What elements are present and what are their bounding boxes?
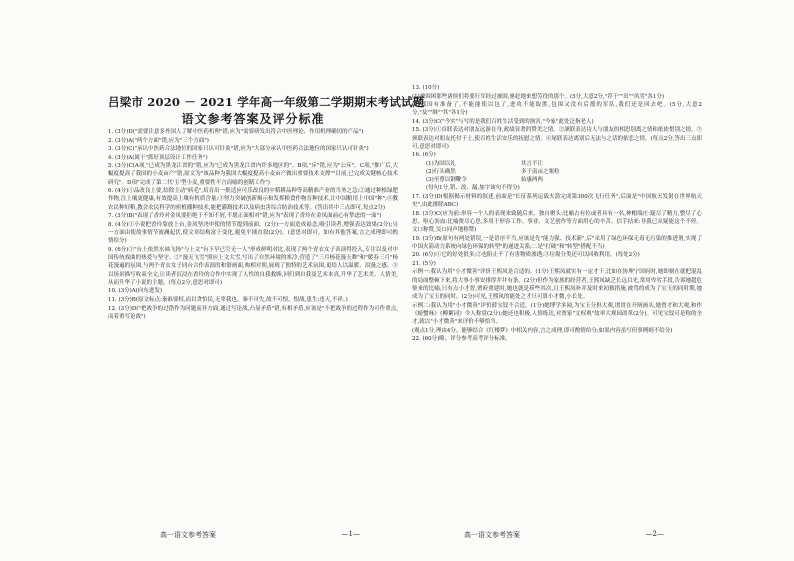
right-answers <box>412 84 702 344</box>
document-title: 吕梁市 2020 － 2021 学年高一年级第二学期期末考试试题 <box>108 95 425 109</box>
answer-16-table <box>426 160 702 193</box>
answer-item-19: 19. (3分)B(原句有两处错误,一是语序不当,应该是先"能力强、技术新",后"采用了绿色环保无毒无污染的推进剂,实现了中国火箭动力系统向绿色环保的转型"的递进关系;二是"打破"和"转型"搭配不当) <box>412 235 702 250</box>
answer-item-16: 16. (6分) <box>412 152 436 159</box>
table-cell: (2)行头确然 <box>426 168 456 175</box>
table-cell: 始惠两两 <box>521 177 544 184</box>
table-cell: (3)至尊以钢鞭令 <box>426 177 467 184</box>
answer-item-13: 13. (10分) <box>412 85 440 91</box>
right-footer <box>412 530 702 540</box>
answer-item-5: 5. (3分)C(A项,"已成为黑龙江省的"错,应为"已成为黑龙江省内许多地区的"。B项,"斥"错,应为"公斥"。C项,"推广后,大幅度提高了我国的小麦亩产"错,原文为"该品种为我国大幅度提高小麦亩产做出重要技术支撑""目前,已完成关键核心技术研究"。D项"完成了第二代'玉'型小麦,重要性不言而喻的创制工作") <box>108 163 398 186</box>
answer-item-10: 10. (3分)A(向东进发) <box>108 288 163 295</box>
answer-item-4: 4. (3分)A(属于"抓好顶层设计工作任务") <box>108 154 208 161</box>
page-number: —1— <box>341 530 360 538</box>
answer-item-7: 7. (3分)B("表现了香玲对金凤要拒绝于不知不屑,不愿正面相对"错,应为"表现了香玲在金凤面前心有挚虑的一面") <box>108 213 382 220</box>
answer-item-3: 3. (3分)C("承认中医药合法地位的国家只认可针灸"错,应为"大部分承认中医药合法地位的国家只认可针灸") <box>108 146 369 153</box>
document-subtitle: 语文参考答案及评分标准 <box>181 112 325 126</box>
answer-item-6: 6. (4分)①品改良上要,结除主动"病毛",培育出一批适应可乐改良的中稻耕品种等高精准产业的当务之急;②通过种植绿肥作物,注上壤更健康,有效提高土壤有机质含量;③努力突破创新揭示和发挥粮食作物育种技术,让中国粮用上中国"种";④教农民种好粮,教会农民科学的密植播种技术,能把灌溉技术以及病虫害综合防治技术等。(答出其中三点即可,每点2分) <box>108 188 398 211</box>
answer-item-21: 21. (5分) <box>412 260 436 267</box>
answer-item-21-note: (观点1分,理由4分。能够结合《红楼梦》中相关内容,言之成理,即可酌情给分;如果内容虽写但事例则不给分) <box>412 327 673 334</box>
answer-item-15: 15. (3分)①首联表达对朋友远游在身,政绩显著的赞美之情。②颔联表达诗人与朋友的相思别离之情和依依惜别之情。③颈联表达对朋友托付于土,使百姓生活安乐的抚慰之情。④尾联表达离别后无法与之话的依恋之情。(每点2分,答出三点即可,意思对即可) <box>412 127 702 150</box>
table-cell: 其言不让 <box>521 160 544 167</box>
left-answers <box>108 128 398 321</box>
right-column <box>412 0 702 561</box>
answer-item-8: 8. (4分)①小说把香玲靠放上台,金凤坚决申使的情节提到前面。(2分)一方面造成悬念,吸引读者,增强表达效果(2分);另一方面由使故事情节波澜起伏,使文章结构富于变化,避免平铺直叙(2分)。(意思对即可。如有其他答案,言之成理即可酌情给分) <box>108 221 398 245</box>
table-cell: 多于南亩之栗粒 <box>521 168 560 175</box>
table-cell: (1)为国以礼 <box>426 160 456 167</box>
answer-item-22: 22. (60分)略。评分参考高考评分标准。 <box>412 336 511 343</box>
answer-item-17: 17. (3分)D(根据揭示材料的叙述,前面是"长征系列运载火箭完成第300次飞行任务",后面是"中国航天发射在世界航天史",由此排除ABC) <box>412 193 702 208</box>
answer-item-20: 20. (6分)①它的好处很多;②也阻止不了有害物质渗透;③垃圾分类还可以回收利用。(每处2分) <box>412 252 640 259</box>
footer-label: 高一语文参考答案 <box>464 531 520 539</box>
answer-item-1: 1. (3分)D("需要注意多外国人了解中医药机理"错,应为"需要研发出符合中医理论、作用机理确切的产品") <box>108 129 364 135</box>
page-number: —2— <box>645 530 664 538</box>
answer-item-12: 12. (3分)D("把战争的过错作为问题而非方面,通过写论战,凸显矛盾"错,有相矛盾,应该是"不把战争的过程作为可作重点,而着重写论战") <box>108 305 398 320</box>
answer-item-21-example-2: 示例二:我认为用"小才微善"评价薛宝钗不合适。(1分)她博学多闻,为宝玉分担大观,谱贯在开闸画头,她曾才和大观,和作《螃蟹咏》《柳絮词》令人称赏(2分);她还也积极,人情练达,对贾家"文权观"故率大观园改革(2分)。可见宝钗可是称的全才,就以"小才微善"来评价不够恰当。 <box>412 302 702 326</box>
answer-item-18: 18. (3分)C(应为前:形容一个人的表现来致随后来。独自聚头:比喻占有位或者具有一名,神帽端庄:疑尽了精力,整尽了心思。呕心沥血:比喻费尽心思,多用于形容工作、事业、文艺创作等方面用心的辛苦。信手拈来:非我已从疑能这个不停。文口称赞,吴口同声地称赞) <box>412 210 702 234</box>
answer-item-13-1: (1)被围困那些诸侯们将要行军经过被围,驱赶地来想劳役的那个。(5分,大意2分,"荐于""出""风劣"各1分) <box>412 93 665 100</box>
answer-item-9: 9. (6分)①"台上依然水袖飞扬"与上文"台下早已空无一人"形成鲜明对比,表现了两个青衣女子表演得投入,专注以及对中国传统戏曲的热爱与坚守。②"漫天飞雪"照应上文大雪,写出了自然环境的寒冷,营造了"三月杨花漫天舞"和"暖春三月"杨花漫遍的氛围,与两个青衣女子同台合作表演的和谐画面,构相对照,展现了独特的艺术氛围,更给人以温暖、浪漫之感。③以场景描写收束全文,让读者沉浸在香玲的合作中实现了人性的自我救赎,回归到自我及艺术本真,升华了艺术美、人情美,从而升华了小说的主题。(每点2分,意思对即可) <box>108 246 398 286</box>
answer-item-2: 2. (3分)A("两个方面"错,应为"三个方面") <box>108 137 209 144</box>
left-footer <box>108 530 398 540</box>
answer-item-13-2: (2)郑国有准备了,不能能使以包了,进攻不能取胜,包围又没有后援的军队,我们还是回去吧。(5分,大意2分,"及""继""其"各1分) <box>412 102 702 117</box>
answer-item-21-example-1: 示例一:我认为用"小才微善"评价王熙凤是合适的。(1分)王熙凤就实有一定才干,比如在协理宁国府时,她即刻在就把混乱的局面整顿下来,将大事小事安排得井井有条。(2分)但作为家族的经营者,王熙凤缺乏长远目光,常用卑劣手段,告诉她超危鉴来的比喻,只有点小才智,贾府重建时,她也就是捞些其次,且王熙凤补并及时来初救措施,被骂的成为了宝玉的同时期,她成为了宝玉的同时。(2分)可见,王熙凤的能处之才只可算小才微,小长处。 <box>412 269 702 301</box>
answer-item-11: 11. (3分)B(原文标点:秦谁要权,而以贪怕民,无辜我也。秦不可失,故不可恨。恨战,患生;违天,不祥。) <box>108 296 348 303</box>
table-note: (每句1分,错、改、漏,加字该句不得分) <box>426 185 520 192</box>
answer-item-14: 14. (3分)C("今实"与写的是我们百姓生活受到的损害,"今家"此处泛指老人) <box>412 118 594 125</box>
footer-label: 高一语文参考答案 <box>160 531 216 539</box>
